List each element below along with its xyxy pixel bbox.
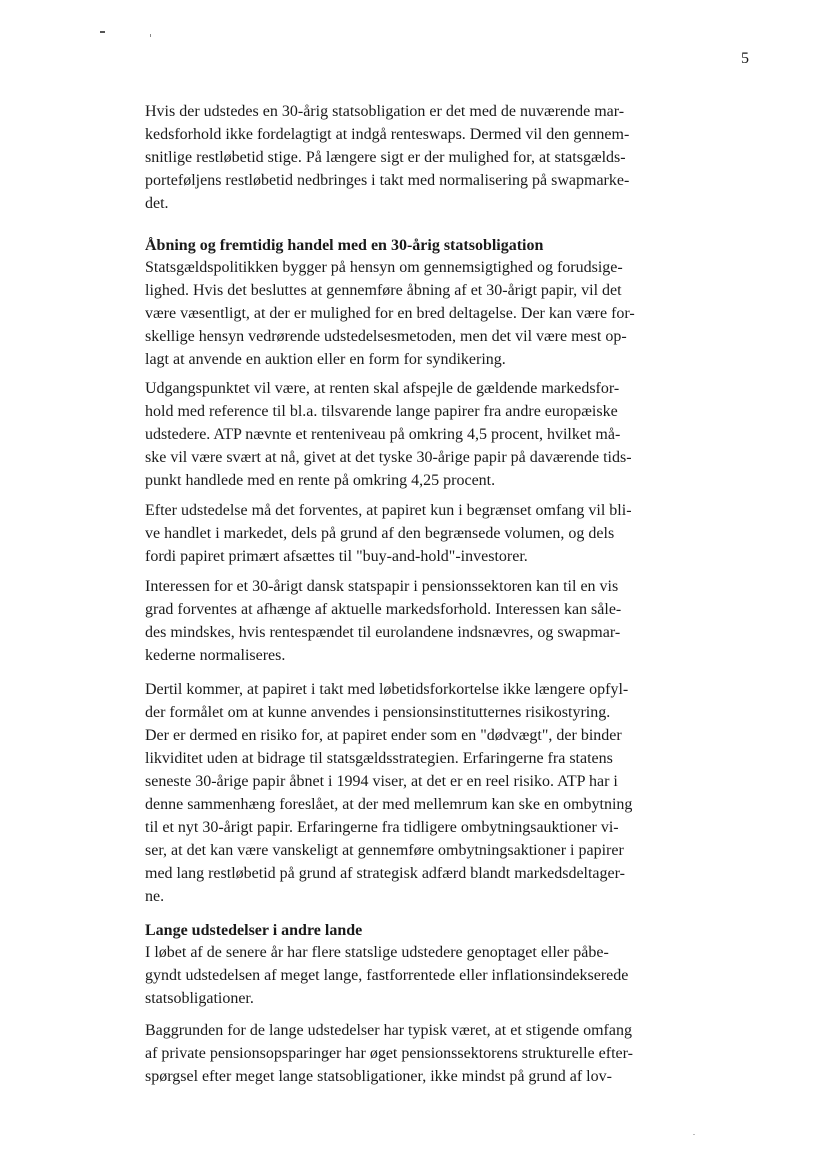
text-line: kedsforhold ikke fordelagtigt at indgå renteswaps. Dermed vil den gennem- [145,126,630,143]
text-line: grad forventes at afhænge af aktuelle markedsforhold. Interessen kan såle- [145,601,622,618]
text-line: des mindskes, hvis rentespændet til eurolandene indsnævres, og swapmar- [145,624,621,641]
text-line: Efter udstedelse må det forventes, at papiret kun i begrænset omfang vil bli- [145,502,632,519]
text-line: seneste 30-årige papir åbnet i 1994 viser, at det er en reel risiko. ATP har i [145,773,618,790]
section-heading: Lange udstedelser i andre lande [145,922,363,939]
scan-mark [693,1134,695,1135]
text-line: lighed. Hvis det besluttes at gennemføre åbning af et 30-årigt papir, vil det [145,282,622,299]
text-line: ske vil være svært at nå, givet at det tyske 30-årige papir på daværende tids- [145,449,632,466]
text-line: punkt handlede med en rente på omkring 4,25 procent. [145,472,496,489]
text-line: Statsgældspolitikken bygger på hensyn om gennemsigtighed og forudsige- [145,259,623,276]
text-line: ser, at det kan være vanskeligt at gennemføre ombytningsaktioner i papirer [145,842,624,859]
text-line: kederne normaliseres. [145,647,286,664]
text-line: udstedere. ATP nævnte et renteniveau på omkring 4,5 procent, hvilket må- [145,426,621,443]
text-line: af private pensionsopsparinger har øget pensionssektorens strukturelle efter- [145,1045,633,1062]
page-number: 5 [741,50,749,67]
section-heading: Åbning og fremtidig handel med en 30-årig statsobligation [145,237,544,254]
text-line: fordi papiret primært afsættes til "buy-and-hold"-investorer. [145,548,528,565]
text-line: Der er dermed en risiko for, at papiret ender som en "dødvægt", der binder [145,727,622,744]
text-line: Baggrunden for de lange udstedelser har typisk været, at et stigende omfang [145,1022,632,1039]
text-line: ve handlet i markedet, dels på grund af den begrænsede volumen, og dels [145,525,615,542]
text-line: lagt at anvende en auktion eller en form for syndikering. [145,351,506,368]
text-line: Interessen for et 30-årigt dansk statspapir i pensionssektoren kan til en vis [145,578,619,595]
text-line: likviditet uden at bidrage til statsgældsstrategien. Erfaringerne fra statens [145,750,613,767]
text-line: spørgsel efter meget lange statsobligationer, ikke mindst på grund af lov- [145,1068,612,1085]
text-line: denne sammenhæng foreslået, at der med mellemrum kan ske en ombytning [145,796,633,813]
text-line: Hvis der udstedes en 30-årig statsobligation er det med de nuværende mar- [145,103,625,120]
text-line: hold med reference til bl.a. tilsvarende lange papirer fra andre europæiske [145,403,618,420]
text-line: snitlige restløbetid stige. På længere sigt er der mulighed for, at statsgælds- [145,149,626,166]
text-line: skellige hensyn vedrørende udstedelsesmetoden, men det vil være mest op- [145,328,627,345]
text-line: I løbet af de senere år har flere statslige udstedere genoptaget eller påbe- [145,944,609,961]
text-line: være væsentligt, at der er mulighed for en bred deltagelse. Der kan være for- [145,305,635,322]
text-line: gyndt udstedelsen af meget lange, fastforrentede eller inflationsindekserede [145,967,629,984]
text-line: porteføljens restløbetid nedbringes i takt med normalisering på swapmarke- [145,172,630,189]
scan-mark [100,31,105,33]
text-line: det. [145,195,169,212]
text-line: Dertil kommer, at papiret i takt med løbetidsforkortelse ikke længere opfyl- [145,681,629,698]
text-line: statsobligationer. [145,990,254,1007]
text-line: til et nyt 30-årigt papir. Erfaringerne fra tidligere ombytningsauktioner vi- [145,819,619,836]
text-line: med lang restløbetid på grund af strategisk adfærd blandt markedsdeltager- [145,865,625,882]
text-line: ne. [145,888,165,905]
scan-mark [150,34,151,37]
text-line: Udgangspunktet vil være, at renten skal afspejle de gældende markedsfor- [145,380,620,397]
text-line: der formålet om at kunne anvendes i pensionsinstitutternes risikostyring. [145,704,611,721]
